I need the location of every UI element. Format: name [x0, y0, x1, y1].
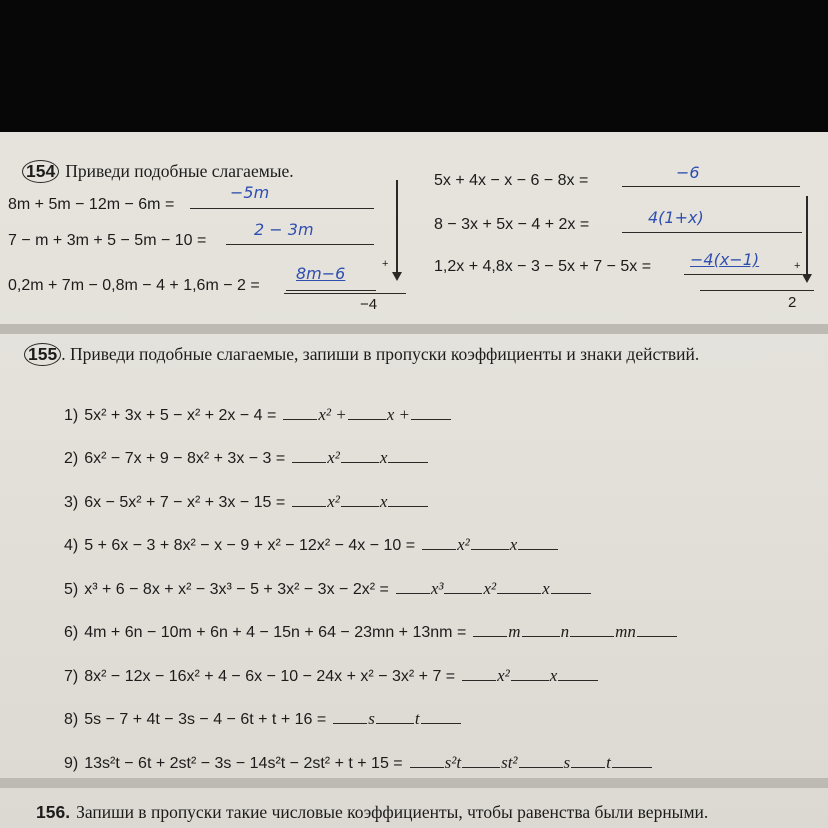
ex155-slot-term: s²t	[444, 753, 462, 772]
ex154-right-score-arrowhead	[802, 274, 812, 283]
dark-background-band	[0, 0, 828, 132]
ex154-left-answer-line-3	[286, 290, 376, 291]
ex155-answer-blank[interactable]	[511, 664, 549, 681]
ex155-slot-term: x² +	[318, 405, 347, 424]
ex154-number: 154	[22, 160, 59, 183]
ex155-slot-term: x	[542, 579, 550, 598]
ex154-left-score-line	[284, 293, 406, 294]
ex155-answer-blank[interactable]	[333, 707, 367, 724]
ex155-answer-blank[interactable]	[341, 446, 379, 463]
ex155-number: 155	[24, 343, 61, 366]
ex155-answer-blank[interactable]	[570, 620, 614, 637]
ex155-answer-blank[interactable]	[388, 446, 428, 463]
ex155-slot-term: t	[606, 753, 611, 772]
ex155-row	[64, 533, 559, 555]
ex155-answer-blank[interactable]	[518, 533, 558, 550]
ex154-left-answer-line-1	[190, 208, 374, 209]
ex155-slot-term: x	[379, 448, 388, 467]
ex155-row	[64, 577, 592, 599]
section-divider-1	[0, 324, 828, 334]
ex154-left-answer-3: 8m−6	[296, 264, 346, 283]
ex155-slot-term: x²	[327, 448, 340, 467]
ex155-row	[64, 620, 678, 642]
section-divider-2	[0, 778, 828, 788]
ex155-slot-term: x	[379, 492, 388, 511]
ex155-row-number: 7)	[64, 668, 79, 685]
ex155-row-number: 8)	[64, 711, 79, 728]
ex155-answer-blank[interactable]	[558, 664, 598, 681]
ex155-answer-blank[interactable]	[444, 577, 482, 594]
ex155-slot-term: x²	[497, 666, 510, 685]
ex154-right-answer-line-3	[684, 274, 802, 275]
ex155-answer-blank[interactable]	[551, 577, 591, 594]
ex155-answer-blank[interactable]	[519, 751, 563, 768]
ex154-right-answer-2: 4(1+x)	[648, 208, 704, 227]
ex154-right-score: 2	[788, 294, 797, 311]
ex155-row-number: 1)	[64, 407, 79, 424]
ex155-row-expression: 8x² − 12x − 16x² + 4 − 6x − 10 − 24x + x² − 3x² + 7 =	[84, 668, 456, 685]
ex155-row-expression: 5s − 7 + 4t − 3s − 4 − 6t + t + 16 =	[84, 711, 327, 728]
ex155-row	[64, 446, 429, 468]
ex154-left-score-arrow-line	[396, 180, 398, 274]
ex155-title: . Приведи подобные слагаемые, запиши в пропуски коэффициенты и знаки действий.	[61, 344, 700, 364]
ex155-answer-blank[interactable]	[422, 533, 456, 550]
ex155-row-number: 4)	[64, 537, 79, 554]
ex154-right-expr-1: 5x + 4x − x − 6 − 8x =	[434, 172, 589, 189]
ex155-answer-blank[interactable]	[341, 490, 379, 507]
ex155-answer-blank[interactable]	[421, 707, 461, 724]
ex155-slot-term: s	[368, 709, 375, 728]
ex154-left-expr-1: 8m + 5m − 12m − 6m =	[8, 196, 175, 213]
ex154-left-answer-1: −5m	[230, 183, 270, 202]
ex155-slot-term: x²	[483, 579, 497, 598]
ex155-slot-term: st²	[501, 753, 518, 772]
ex155-row-number: 5)	[64, 581, 79, 598]
ex155-row	[64, 490, 429, 512]
ex155-row-expression: 4m + 6n − 10m + 6n + 4 − 15n + 64 − 23mn + 13nm =	[84, 624, 467, 641]
ex155-slot-term: x +	[386, 405, 410, 424]
ex155-slot-term: x²	[327, 492, 340, 511]
ex155-row-expression: x³ + 6 − 8x + x² − 3x³ − 5 + 3x² − 3x − 2x² =	[84, 581, 389, 598]
ex155-row-number: 9)	[64, 755, 79, 772]
ex155-answer-blank[interactable]	[410, 751, 444, 768]
ex154-right-expr-3: 1,2x + 4,8x − 3 − 5x + 7 − 5x =	[434, 258, 652, 275]
ex155-answer-blank[interactable]	[471, 533, 509, 550]
ex155-answer-blank[interactable]	[497, 577, 541, 594]
ex155-answer-blank[interactable]	[376, 707, 414, 724]
ex155-answer-blank[interactable]	[292, 490, 326, 507]
ex155-row	[64, 403, 452, 425]
ex155-slot-term: m	[508, 622, 521, 641]
ex155-answer-blank[interactable]	[292, 446, 326, 463]
ex154-left-expr-2: 7 − m + 3m + 5 − 5m − 10 =	[8, 232, 207, 249]
ex155-answer-blank[interactable]	[637, 620, 677, 637]
ex155-answer-blank[interactable]	[348, 403, 386, 420]
ex155-row-expression: 6x − 5x² + 7 − x² + 3x − 15 =	[84, 494, 286, 511]
ex155-slot-term: s	[563, 753, 571, 772]
ex155-answer-blank[interactable]	[612, 751, 652, 768]
ex155-row-expression: 13s²t − 6t + 2st² − 3s − 14s²t − 2st² + t + 15 =	[84, 755, 403, 772]
ex155-row-expression: 6x² − 7x + 9 − 8x² + 3x − 3 =	[84, 450, 286, 467]
ex155-row-number: 6)	[64, 624, 79, 641]
ex155-answer-blank[interactable]	[283, 403, 317, 420]
ex156-heading	[36, 802, 708, 823]
ex155-answer-blank[interactable]	[388, 490, 428, 507]
ex154-left-answer-2: 2 − 3m	[254, 220, 314, 239]
ex154-right-expr-2: 8 − 3x + 5x − 4 + 2x =	[434, 216, 590, 233]
ex154-title: Приведи подобные слагаемые.	[65, 161, 294, 181]
ex155-slot-term: x³	[430, 579, 444, 598]
ex155-slot-term: x	[549, 666, 558, 685]
ex155-row-number: 2)	[64, 450, 79, 467]
ex154-right-answer-line-1	[622, 186, 800, 187]
ex154-heading	[22, 160, 294, 183]
ex155-answer-blank[interactable]	[462, 664, 496, 681]
ex155-answer-blank[interactable]	[473, 620, 507, 637]
ex154-right-answer-3: −4(x−1)	[690, 250, 760, 269]
ex155-row-expression: 5x² + 3x + 5 − x² + 2x − 4 =	[84, 407, 277, 424]
ex155-row	[64, 751, 653, 773]
ex155-row	[64, 707, 462, 729]
ex155-slot-term: x	[509, 535, 518, 554]
ex155-slot-term: x²	[457, 535, 470, 554]
ex154-right-answer-line-2	[622, 232, 802, 233]
ex155-heading	[24, 343, 699, 366]
ex155-slot-term: n	[560, 622, 570, 641]
ex154-left-expr-3: 0,2m + 7m − 0,8m − 4 + 1,6m − 2 =	[8, 277, 260, 294]
ex154-right-score-arrow-line	[806, 196, 808, 276]
ex154-left-answer-line-2	[226, 244, 374, 245]
ex155-answer-blank[interactable]	[571, 751, 605, 768]
ex155-row-number: 3)	[64, 494, 79, 511]
ex155-slot-term: mn	[615, 622, 636, 641]
ex155-row-expression: 5 + 6x − 3 + 8x² − x − 9 + x² − 12x² − 4x − 10 =	[84, 537, 416, 554]
ex154-left-score-arrowhead	[392, 272, 402, 281]
ex155-slot-term: t	[414, 709, 420, 728]
ex156-number: 156.	[36, 802, 71, 822]
ex155-answer-blank[interactable]	[411, 403, 451, 420]
ex154-right-score-line	[700, 290, 814, 291]
ex154-left-score: −4	[360, 296, 378, 313]
ex154-right-plus: +	[794, 260, 801, 272]
ex155-answer-blank[interactable]	[396, 577, 430, 594]
ex154-right-answer-1: −6	[676, 163, 700, 182]
ex155-answer-blank[interactable]	[522, 620, 560, 637]
ex155-answer-blank[interactable]	[462, 751, 500, 768]
ex156-title: Запиши в пропуски такие числовые коэффициенты, чтобы равенства были верными.	[76, 802, 709, 822]
ex154-left-plus: +	[382, 258, 389, 270]
ex155-row	[64, 664, 599, 686]
